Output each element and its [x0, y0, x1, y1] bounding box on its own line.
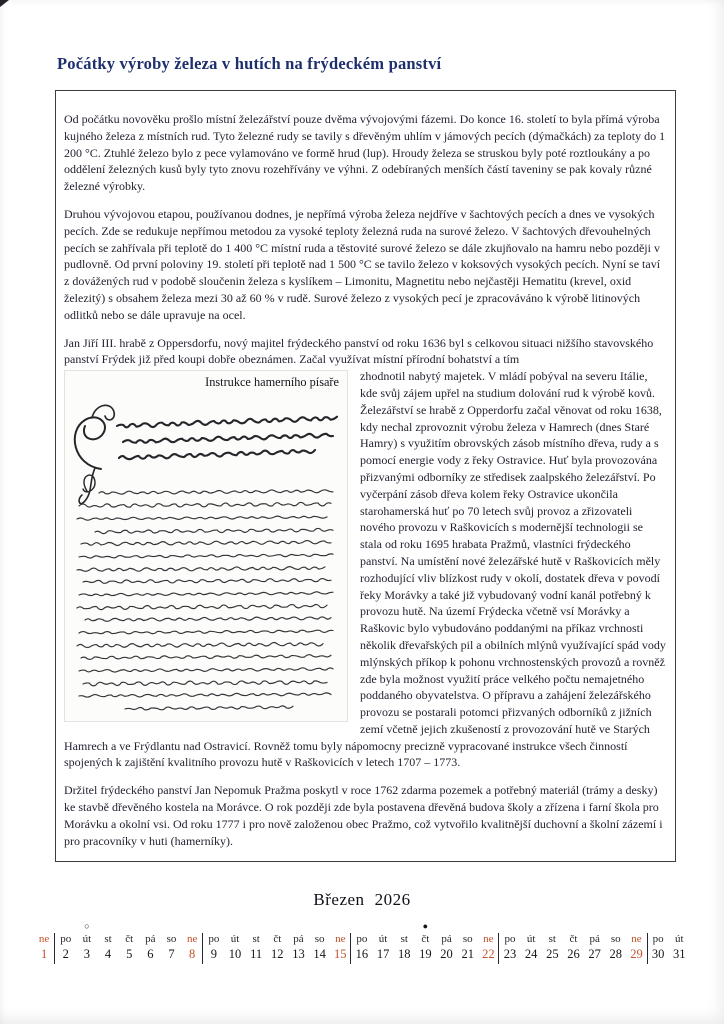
- calendar-day-4: [97, 919, 118, 964]
- day-number: 15: [334, 947, 347, 961]
- day-column: [161, 933, 182, 964]
- calendar-day-22: [478, 919, 499, 964]
- weekday-abbrev: po: [60, 933, 72, 945]
- weekday-abbrev: ne: [631, 933, 642, 945]
- year-label: 2026: [374, 890, 411, 909]
- day-column: [76, 933, 97, 964]
- day-column: [182, 933, 203, 964]
- moon-empty: [626, 919, 647, 933]
- weekday-abbrev: ne: [335, 933, 346, 945]
- day-number: 27: [588, 947, 601, 961]
- day-number: 9: [210, 947, 217, 961]
- day-column: [584, 933, 605, 964]
- calendar-day-3: [76, 919, 97, 964]
- moon-empty: [182, 919, 203, 933]
- calendar-day-7: [161, 919, 182, 964]
- weekday-abbrev: čt: [569, 933, 578, 945]
- weekday-abbrev: út: [82, 933, 92, 945]
- weekday-abbrev: so: [462, 933, 473, 945]
- day-column: [669, 933, 690, 964]
- day-number: 10: [228, 947, 242, 961]
- calendar-day-21: [457, 919, 478, 964]
- calendar-day-10: [224, 919, 245, 964]
- day-column: [478, 933, 499, 964]
- calendar-day-29: [626, 919, 647, 964]
- calendar-day-9: [203, 919, 224, 964]
- day-number: 19: [419, 947, 432, 961]
- calendar-day-19: [415, 919, 436, 964]
- calendar-day-16: [351, 919, 372, 964]
- day-number: 29: [630, 947, 643, 961]
- day-column: [373, 933, 394, 964]
- moon-empty: [97, 919, 118, 933]
- moon-full-icon: ○: [84, 921, 90, 931]
- moon-empty: [309, 919, 330, 933]
- day-column: [436, 933, 457, 964]
- calendar-day-26: [563, 919, 584, 964]
- calendar-day-1: [34, 919, 55, 964]
- paragraph-oppersdorf-intro: Jan Jiří III. hrabě z Oppersdorfu, nový majitel frýdeckého panství od roku 1636 byl s celkovou situaci nižšího stavovského panství Frýdek již před koupi dobře obeznámen. Začal využívat místní přírodní bohatství a tím: [64, 335, 654, 367]
- moon-empty: [246, 919, 267, 933]
- day-column: [288, 933, 309, 964]
- weekday-abbrev: st: [252, 933, 260, 945]
- weekday-abbrev: po: [356, 933, 368, 945]
- moon-empty: [140, 919, 161, 933]
- weekday-abbrev: po: [504, 933, 516, 945]
- weekday-abbrev: út: [230, 933, 240, 945]
- day-number: 2: [62, 947, 69, 961]
- month-heading: [0, 890, 724, 910]
- day-number: 22: [482, 947, 495, 961]
- moon-empty: [669, 919, 690, 933]
- weekday-abbrev: pá: [589, 933, 600, 945]
- moon-new-icon: ●: [422, 921, 429, 931]
- moon-empty: [542, 919, 563, 933]
- weekday-abbrev: pá: [293, 933, 304, 945]
- day-column: [499, 933, 520, 964]
- day-column: [267, 933, 288, 964]
- calendar-day-17: [373, 919, 394, 964]
- day-number: 3: [83, 947, 91, 961]
- day-number: 25: [546, 947, 559, 961]
- day-column: [521, 933, 542, 964]
- paragraph-oppersdorf-text: zhodnotil nabytý majetek. V mládí pobýval na severu Itálie, kde svůj zájem upřel na studium dolování rud k výrobě kovů. Železářství se hrabě z Opperdorfu začal věnovat od roku 1638, kdy nechal zprovoznit výrobu železa v Hamrech (dnes Staré Hamry) s využitím obrovských zásob místního dřeva, rudy a s pomocí energie vody z řeky Ostravice. Huť byla provozována přizvanými odborníky ze středisek zaalpského železářství. Po vyčerpání zásob dřeva kolem řeky Ostravice ukončila starohamerská huť po 70 letech svůj provoz a zřizovateli nového provozu v Raškovicích s modernější technologii se stala od roku 1695 hrabata Pražmů, vlastníci frýdeckého panství. Na umístění nové železářské hutě v Raškovicích měly rozhodující vliv blízkost rudy v okolí, dostatek dřeva v povodí řeky Morávky a také již vybudovaný vodní kanál potřebný k provozu hutě. Na území Frýdecka včetně vsí Morávky a Raškovic bylo vybudováno poddanými na příkaz vrchnosti několik dřevařských pil a obilních mlýnů využívající spád vody mlýnských příkop k pohonu vrchnostenských provozů a rovněž zde byla možnost využití práce velkého počtu nemajetného poddaného obyvatelstva. O přípravu a zahájení železářského provozu se postarali potomci přizvaných odborníků z jižních zemí včetně jejich zkušeností z provozování hutě ve Starých Hamrech a ve Frýdlantu nad Ostravicí. Rovněž tomu byly nápomocny precizně vypracované instrukce všech činností spojených k zajištění kvalitního provozu hutě v Raškovicích v letech 1707 – 1773.: [64, 369, 666, 770]
- day-number: 11: [250, 947, 263, 961]
- moon-empty: [584, 919, 605, 933]
- moon-empty: [499, 919, 520, 933]
- calendar-day-15: [330, 919, 351, 964]
- day-column: [351, 933, 372, 964]
- day-number: 6: [147, 947, 154, 961]
- calendar-day-13: [288, 919, 309, 964]
- weekday-abbrev: čt: [125, 933, 134, 945]
- scan-corner-artifact: [0, 0, 9, 7]
- handwriting-graphic: [65, 371, 347, 721]
- day-column: [203, 933, 224, 964]
- calendar-day-6: [140, 919, 161, 964]
- weekday-abbrev: pá: [441, 933, 452, 945]
- day-column: [542, 933, 563, 964]
- moon-empty: [521, 919, 542, 933]
- day-number: 26: [567, 947, 580, 961]
- day-column: [330, 933, 351, 964]
- day-number: 24: [524, 947, 538, 961]
- day-column: [246, 933, 267, 964]
- weekday-abbrev: út: [674, 933, 684, 945]
- weekday-abbrev: čt: [273, 933, 282, 945]
- moon-empty: [119, 919, 140, 933]
- day-column: [626, 933, 647, 964]
- day-number: 31: [673, 947, 686, 961]
- moon-empty: [161, 919, 182, 933]
- calendar-day-12: [267, 919, 288, 964]
- weekday-abbrev: po: [652, 933, 664, 945]
- weekday-abbrev: ne: [186, 933, 198, 945]
- moon-empty: [34, 919, 55, 933]
- moon-empty: [373, 919, 394, 933]
- weekday-abbrev: pá: [145, 933, 156, 945]
- calendar-day-5: [119, 919, 140, 964]
- day-number: 21: [461, 947, 474, 961]
- day-number: 17: [376, 947, 390, 961]
- day-column: [309, 933, 330, 964]
- day-column: [119, 933, 140, 964]
- calendar-day-31: [669, 919, 690, 964]
- weekday-abbrev: po: [208, 933, 220, 945]
- weekday-abbrev: ne: [483, 933, 494, 945]
- day-number: 23: [503, 947, 517, 961]
- day-number: 8: [189, 947, 196, 961]
- day-column: [563, 933, 584, 964]
- manuscript-caption: Instrukce hamerního písaře: [205, 375, 339, 390]
- day-number: 5: [126, 947, 133, 961]
- calendar-strip: [34, 919, 690, 964]
- moon-empty: [288, 919, 309, 933]
- day-column: [605, 933, 626, 964]
- moon-empty: [394, 919, 415, 933]
- moon-empty: [648, 919, 669, 933]
- day-number: 16: [355, 947, 369, 961]
- paragraph-second-phase: Druhou vývojovou etapou, používanou dodnes, je nepřímá výroba železa nejdříve v šachtových pecích a dnes ve vysokých pecích. Zde se redukuje nepřímou metodou za vysoké teploty železná ruda na surové železo. V šachtových dřevouhelných pecích se zahřívala při teplotě do 1 400 °C místní ruda a těstovité surové železo se dále zkujňovalo na hamru nebo později v pudlovně. Od první poloviny 19. století při teplotě nad 1 500 °C se tavilo železo v koksových vysokých pecích. Nyní se taví z dovážených rud v podobě sloučenin železa s kyslíkem – Limonitu, Magnetitu nebo nejčastěji Hematitu (krevel, oxid železitý) s obsahem železa mezi 30 až 60 % v rudě. Surové železo z vysokých pecí je zpracováváno k výrobě litinových odlitků nebo se dále upravuje na ocel.: [64, 206, 661, 322]
- calendar-day-2: [55, 919, 76, 964]
- article-box: [55, 90, 676, 862]
- moon-empty: [55, 919, 76, 933]
- weekday-abbrev: út: [526, 933, 536, 945]
- day-column: [55, 933, 76, 964]
- paragraph-oppersdorf-body: [64, 368, 667, 771]
- calendar-day-28: [605, 919, 626, 964]
- day-number: 14: [313, 947, 326, 961]
- weekday-abbrev: so: [314, 933, 325, 945]
- moon-empty: [563, 919, 584, 933]
- day-number: 1: [40, 947, 48, 961]
- weekday-abbrev: čt: [421, 933, 430, 945]
- moon-empty: [457, 919, 478, 933]
- manuscript-image: [64, 370, 348, 722]
- moon-empty: [224, 919, 245, 933]
- paragraph-prazma-school: Držitel frýdeckého panství Jan Nepomuk Pražma poskytl v roce 1762 zdarma pozemek a potřebný materiál (trámy a desky) ke stavbě dřevěného kostela na Morávce. O rok později zde byla postavena dřevěná budova školy a zřízena i farní škola pro Morávku a okolní vsi. Od roku 1777 i pro nově založenou obec Pražmo, což vytvořilo kvalitnější duchovní a školní zázemí i pro pracovníky v huti (hamerníky).: [64, 783, 663, 848]
- page-title: Počátky výroby železa v hutích na frýdeckém panství: [57, 54, 442, 73]
- moon-empty: [605, 919, 626, 933]
- calendar-day-23: [499, 919, 520, 964]
- day-column: [415, 933, 436, 964]
- day-column: [34, 933, 55, 964]
- weekday-abbrev: út: [378, 933, 388, 945]
- day-number: 28: [609, 947, 623, 961]
- weekday-abbrev: so: [166, 933, 177, 945]
- day-number: 30: [651, 947, 665, 961]
- calendar-day-30: [648, 919, 669, 964]
- weekday-abbrev: st: [400, 933, 408, 945]
- moon-empty: [330, 919, 351, 933]
- day-number: 7: [168, 947, 175, 961]
- moon-empty: [351, 919, 372, 933]
- calendar-day-8: [182, 919, 203, 964]
- day-column: [140, 933, 161, 964]
- day-number: 12: [271, 947, 284, 961]
- weekday-abbrev: so: [610, 933, 621, 945]
- calendar-day-14: [309, 919, 330, 964]
- calendar-day-24: [521, 919, 542, 964]
- moon-empty: [267, 919, 288, 933]
- day-column: [648, 933, 669, 964]
- month-name: Březen: [313, 890, 365, 909]
- day-number: 20: [440, 947, 453, 961]
- calendar-day-18: [394, 919, 415, 964]
- paragraph-iron-phases: Od počátku novověku prošlo místní železářství pouze dvěma vývojovými fázemi. Do konce 16. století to byla přímá výroba kujného železa z místních rud. Tyto železné rudy se tavily s dřevěným uhlím v jámových pecích (dýmačkách) za teploty do 1 200 °C. Ztuhlé železo bylo z pece vylamováno ve formě hrud (lup). Hroudy železa se struskou byly poté roztloukány a po oddělení železných kusů byly tyto znovu rozehřívány ve výhni. Z odebíraných menších částí taveniny se pak kovaly různé železné výrobky.: [64, 112, 666, 194]
- moon-empty: [478, 919, 499, 933]
- day-column: [97, 933, 118, 964]
- day-column: [394, 933, 415, 964]
- moon-empty: [436, 919, 457, 933]
- moon-empty: [203, 919, 224, 933]
- day-number: 4: [104, 947, 112, 961]
- calendar-day-27: [584, 919, 605, 964]
- calendar-day-11: [246, 919, 267, 964]
- weekday-abbrev: st: [104, 933, 112, 945]
- calendar-day-25: [542, 919, 563, 964]
- weekday-abbrev: ne: [38, 933, 50, 945]
- day-column: [457, 933, 478, 964]
- day-column: [224, 933, 245, 964]
- weekday-abbrev: st: [548, 933, 556, 945]
- calendar-day-20: [436, 919, 457, 964]
- day-number: 18: [397, 947, 411, 961]
- day-number: 13: [292, 947, 305, 961]
